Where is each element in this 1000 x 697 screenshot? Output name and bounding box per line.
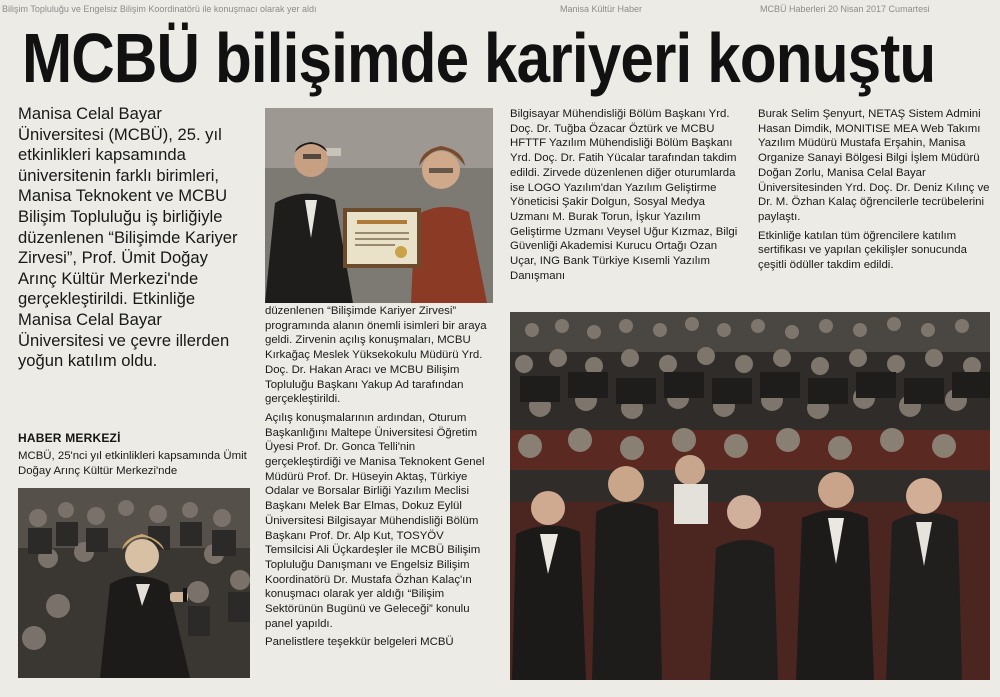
column-3-text — [510, 107, 738, 287]
column-4-paragraph-2: Etkinliğe katılan tüm öğrencilere katılım sertifikası ve yapılan çekilişler sonucunda çeşitli ödüller takdim edildi. — [758, 229, 967, 272]
strip-center-text: Manisa Kültür Haber — [560, 4, 643, 14]
column-2-paragraph-1: düzenlenen “Bilişimde Kariyer Zirvesi” programında alanın önemli isimleri bir araya geldi. Zirvenin açılış konuşmaları, MCBU Kırkağaç Meslek Yüksekokulu Müdürü Yrd. Doç. Dr. Hakan Aracı ve MCBU Bilişim Topluluğu Başkanı Yakup Ad tarafından gerçekleştirildi. — [265, 305, 487, 406]
column-2-paragraph-2: Açılış konuşmalarının ardından, Oturum Başkanlığını Maltepe Üniversitesi Öğretim Üyesi Prof. Dr. Gonca Telli'nin gerçekleştirdiği ve Manisa Teknokent Genel Müdürü Prof. Dr. Hüseyin Aktaş, Türkiye Odalar ve Borsalar Birliği Yazılım Meclisi Başkanı Melek Bar Elmas, Dokuz Eylül Üniversitesi Bilgisayar Mühendisliği Bölüm Başkanı Prof. Dr. Alp Kut, TOSYÖV Temsilcisi Ali Üçkardeşler ile MCBÜ Bilişim Topluluğu Danışmanı ve Engelsiz Bilişim Koordinatörü Dr. Mustafa Özhan Kalaç'ın konuşmacı olarak yer aldığı “Bilişim Sektörünün Bugünü ve Geleceği” konulu panel yapıldı. — [265, 411, 485, 630]
headline: MCBÜ bilişimde kariyeri konuştu — [22, 19, 936, 97]
lead-paragraph: Manisa Celal Bayar Üniversitesi (MCBÜ), 25. yıl etkinlikleri kapsamında üniversitenin farklı birimleri, Manisa Teknokent ve MCBU Bilişim Topluluğu iş birliğiyle düzenlenen “Bilişimde Kariyer Zirvesi”, Prof. Ümit Doğay Arınç Kültür Merkezi'nde gerçekleştirildi. Etkinliğe Manisa Celal Bayar Üniversitesi ve çevre illerden yoğun katılım oldu. — [18, 104, 238, 371]
photo-auditorium-image — [510, 312, 990, 680]
column-2-paragraph-3: Panelistlere teşekkür belgeleri MCBÜ — [265, 636, 454, 649]
photo-speaker-audience — [18, 488, 250, 678]
photo-auditorium — [510, 312, 990, 680]
strip-right-text: MCBÜ Haberleri 20 Nisan 2017 Cumartesi — [760, 4, 930, 14]
strip-left-text: Bilişim Topluluğu ve Engelsiz Bilişim Koordinatörü ile konuşmacı olarak yer aldı — [2, 4, 317, 14]
column-4-text — [758, 107, 990, 277]
column-1-text — [18, 449, 258, 482]
photo-speaker-audience-image — [18, 488, 250, 678]
column-4-paragraph-1: Burak Selim Şenyurt, NETAŞ Sistem Admini Hasan Dimdik, MONITISE MEA Web Takımı Yazılım Müdürü Mustafa Erşahin, Manisa Organize Sanayi Bölgesi Bilgi İşlem Müdürü Doğan Zorlu, Manisa Celal Bayar Üniversitesinden Yrd. Doç. Dr. Deniz Kılınç ve Dr. M. Özhan Kalaç öğrencilerle tecrübelerini paylaştı. — [758, 108, 990, 223]
byline: HABER MERKEZİ — [18, 431, 121, 445]
photo-certificate-presentation — [265, 108, 493, 303]
column-2-text — [265, 304, 493, 654]
column-1-paragraph: MCBÜ, 25'nci yıl etkinlikleri kapsamında Ümit Doğay Arınç Kültür Merkezi'nde — [18, 450, 247, 477]
photo-certificate-image — [265, 108, 493, 303]
column-3-paragraph: Bilgisayar Mühendisliği Bölüm Başkanı Yrd. Doç. Dr. Tuğba Özacar Öztürk ve MCBU HFTTF Yazılım Mühendisliği Bölüm Başkanı Yrd. Doç. Dr. Fatih Yücalar tarafından takdim edildi. Zirvede düzenlenen diğer oturumlarda ise LOGO Yazılım'dan Yazılım Geliştirme Yöneticisi Şakir Dolgun, Sosyal Medya Uzmanı M. Burak Torun, İşkur Yazılım Geliştirme Uzmanı Veysel Uğur Kızmaz, Bilgi Güvenliği Akademisi Kurucu Ortağı Ozan Uçar, ING Bank Türkiye Kısemli Yazılım Danışmanı — [510, 108, 738, 282]
